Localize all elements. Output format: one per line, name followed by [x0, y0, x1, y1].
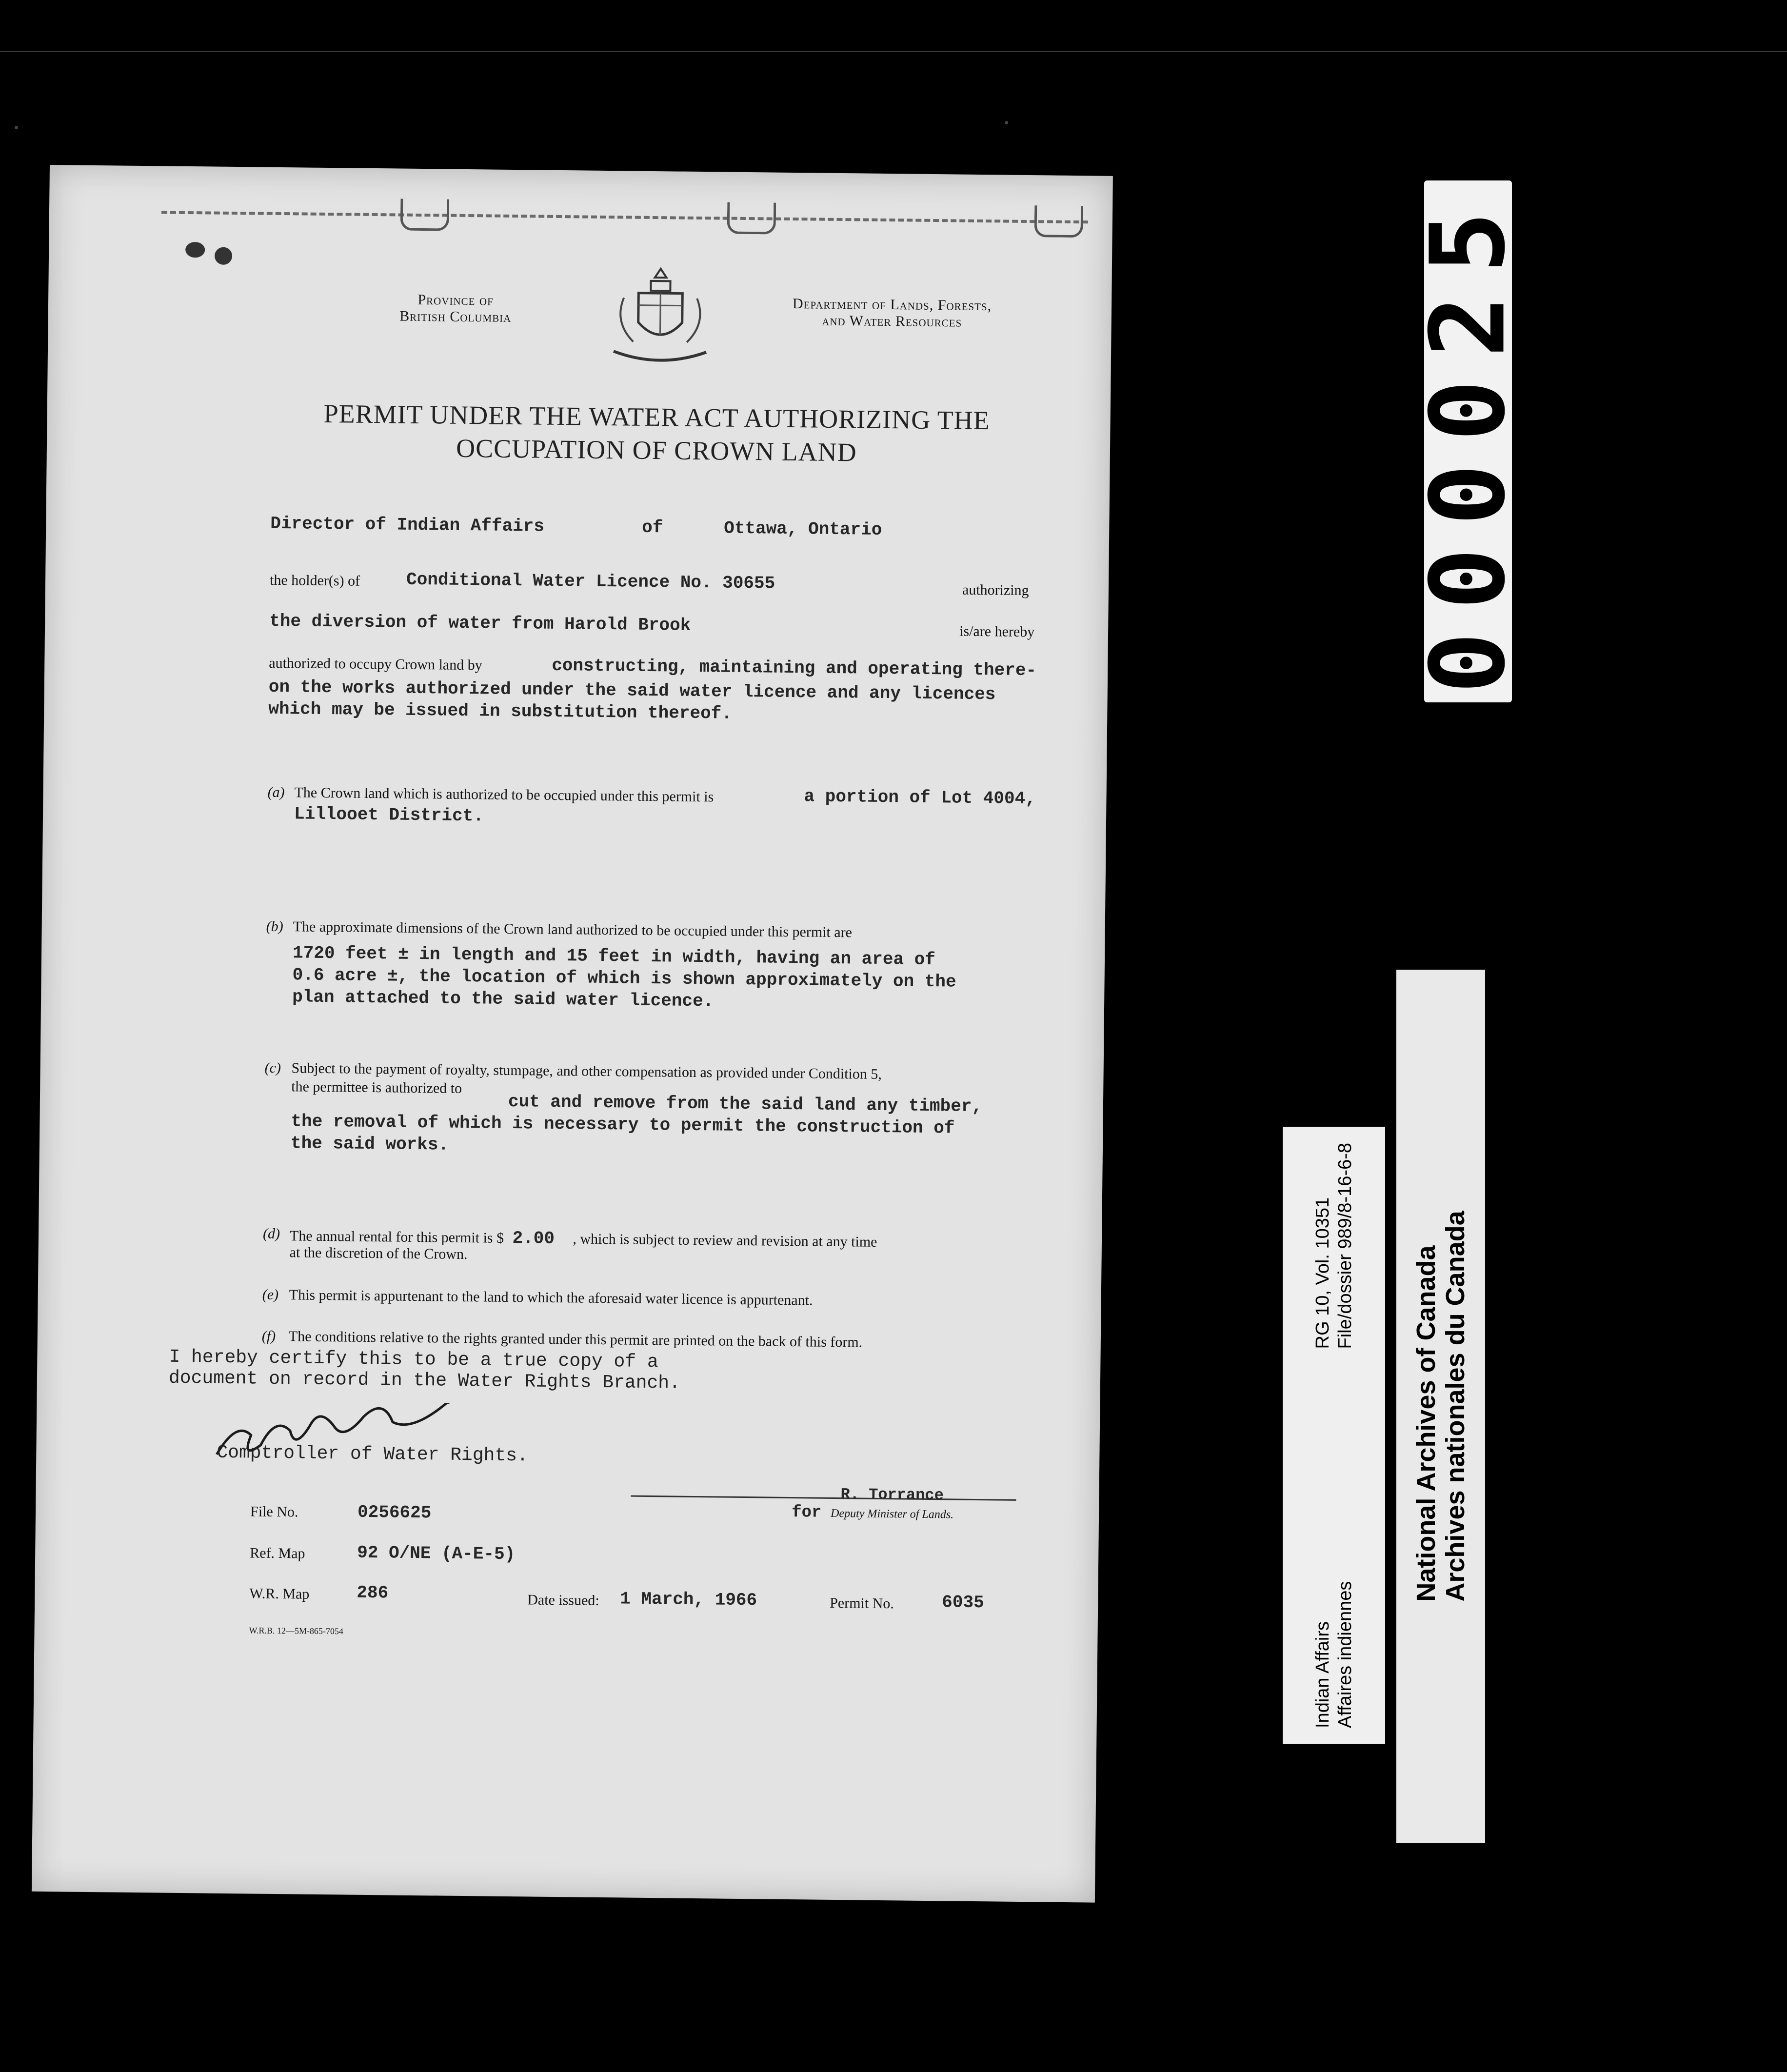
form-code: W.R.B. 12—5M-865-7054	[249, 1625, 343, 1636]
national-archives-text: National Archives of Canada Archives nationales du Canada	[1411, 1211, 1470, 1602]
holder-name: Director of Indian Affairs	[270, 513, 545, 537]
wr-map-label: W.R. Map	[249, 1585, 310, 1602]
clause-a-value-1: a portion of Lot 4004,	[804, 786, 1036, 809]
clause-c-text-1: Subject to the payment of royalty, stumpage, and other compensation as provided under Condition 5,	[291, 1060, 882, 1082]
staple-mark	[1034, 205, 1084, 238]
archive-reference-label	[1283, 1127, 1385, 1744]
header-department: Department of Lands, Forests, and Water Resources	[792, 295, 992, 330]
file-no-value: 0256625	[357, 1502, 432, 1523]
film-speck	[15, 126, 18, 129]
clause-c-value-3: the said works.	[290, 1133, 449, 1155]
national-archives-label	[1396, 970, 1485, 1843]
clause-c-text-2: the permittee is authorized to	[291, 1078, 462, 1096]
frame-number: 000025	[1408, 189, 1528, 694]
licence-number: Conditional Water Licence No. 30655	[406, 569, 775, 594]
clause-a-value-2: Lillooet District.	[294, 804, 484, 826]
authorizing-label: authorizing	[962, 581, 1029, 599]
clause-a-text: The Crown land which is authorized to be occupied under this permit is	[294, 784, 714, 805]
ref-map-value: 92 O/NE (A-E-5)	[357, 1542, 516, 1565]
clause-b-text: The approximate dimensions of the Crown land authorized to be occupied under this permit are	[293, 918, 853, 941]
date-issued-label: Date issued:	[527, 1592, 599, 1609]
clause-e-marker: (e)	[262, 1286, 279, 1303]
clause-b-value-1: 1720 feet ± in length and 15 feet in width, having an area of	[292, 943, 936, 970]
clause-b-marker: (b)	[266, 918, 283, 935]
holder-location: Ottawa, Ontario	[724, 518, 882, 540]
permit-title: PERMIT UNDER THE WATER ACT AUTHORIZING THE OCCUPATION OF CROWN LAND	[323, 398, 990, 467]
clause-c-value-1: cut and remove from the said land any timber,	[508, 1091, 983, 1117]
hereby-label: is/are hereby	[959, 623, 1035, 640]
wr-map-value: 286	[357, 1582, 389, 1603]
punch-hole	[215, 247, 232, 265]
deputy-title: Deputy Minister of Lands.	[830, 1507, 954, 1521]
deputy-name: R. Torrance	[840, 1485, 944, 1505]
works-line-1: constructing, maintaining and operating there-	[552, 655, 1037, 681]
staple-mark	[727, 202, 776, 235]
authorized-label: authorized to occupy Crown land by	[269, 655, 482, 674]
diversion-text: the diversion of water from Harold Brook	[269, 611, 691, 636]
for-label: for	[791, 1503, 822, 1522]
of-label: of	[642, 517, 663, 538]
clause-a-marker: (a)	[267, 784, 285, 801]
clause-d-marker: (d)	[262, 1225, 280, 1242]
film-speck	[1005, 121, 1008, 124]
clause-f-text: The conditions relative to the rights granted under this permit are printed on the back of this form.	[288, 1328, 863, 1351]
bc-coat-of-arms-icon	[604, 263, 717, 367]
file-no-label: File No.	[250, 1503, 298, 1520]
clause-c-marker: (c)	[264, 1059, 281, 1076]
holders-label: the holder(s) of	[269, 572, 360, 589]
punch-hole	[185, 242, 205, 258]
header-province: Province of British Columbia	[399, 291, 512, 325]
date-issued-value: 1 March, 1966	[620, 1589, 757, 1611]
clause-e-text: This permit is appurtenant to the land to which the aforesaid water licence is appurtenant.	[289, 1287, 813, 1309]
clause-c-value-2: the removal of which is necessary to permit the construction of	[291, 1111, 955, 1138]
clause-b-value-3: plan attached to the said water licence.	[292, 987, 714, 1012]
clause-d-text-2: at the discretion of the Crown.	[289, 1244, 468, 1263]
perforation-line	[161, 211, 1088, 223]
archive-reference-text: Indian Affairs Affaires indiennes RG 10, Vol. 10351 File/dossier 989/8-16-6-8	[1312, 1142, 1355, 1728]
works-line-2: on the works authorized under the said water licence and any licences	[268, 677, 996, 705]
permit-no-value: 6035	[942, 1592, 984, 1613]
frame-number-strip	[1408, 180, 1528, 702]
clause-f-marker: (f)	[261, 1328, 276, 1344]
staple-mark	[400, 199, 450, 231]
permit-document	[32, 165, 1113, 1903]
deputy-signature-rule	[631, 1495, 1016, 1501]
annual-rental-amount: 2.00	[512, 1228, 555, 1249]
permit-no-label: Permit No.	[830, 1594, 894, 1612]
works-line-3: which may be issued in substitution thereof.	[268, 698, 733, 724]
comptroller-title: Comptroller of Water Rights.	[217, 1442, 529, 1467]
clause-b-value-2: 0.6 acre ±, the location of which is shown approximately on the	[292, 965, 956, 992]
certification-stamp: I hereby certify this to be a true copy of a document on record in the Water Rights Branch.	[168, 1346, 681, 1394]
ref-map-label: Ref. Map	[250, 1545, 305, 1562]
microfilm-top-rule	[0, 51, 1787, 52]
clause-d-text: The annual rental for this permit is $ 2.00 , which is subject to review and revision at any time	[289, 1228, 877, 1250]
